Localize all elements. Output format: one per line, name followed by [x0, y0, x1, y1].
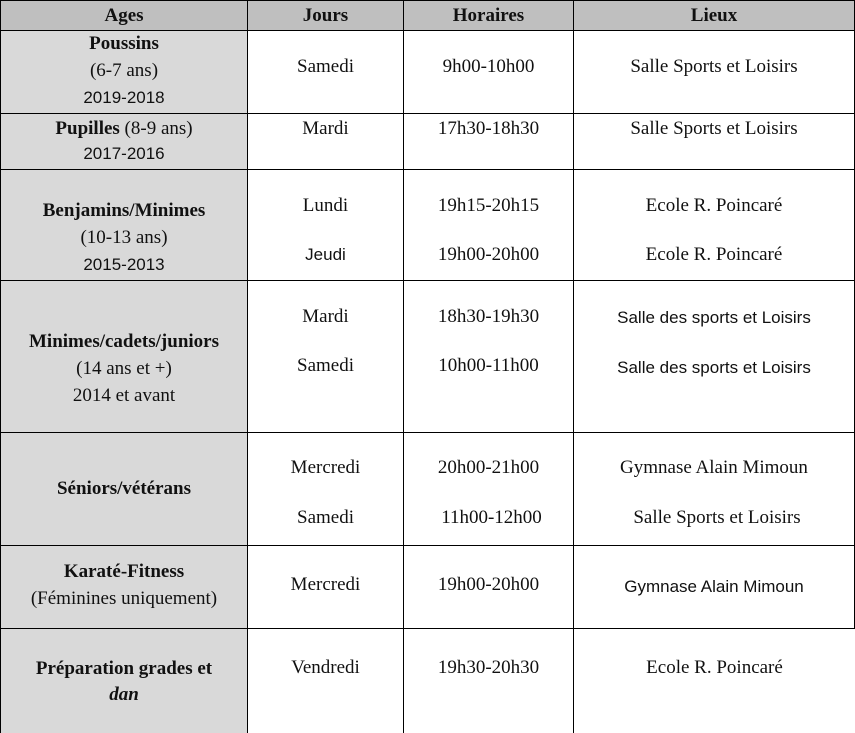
horaire: 20h00-21h00 — [437, 457, 540, 478]
lieu-cell — [574, 170, 855, 281]
horaire-cell — [404, 281, 574, 433]
jour: Mardi — [302, 306, 349, 327]
jour-cell — [248, 31, 404, 114]
jour-cell — [248, 114, 404, 170]
horaire: 10h00-11h00 — [438, 355, 539, 376]
age-title-line — [1, 118, 247, 140]
age-cell-pupilles — [0, 114, 248, 170]
horaire: 18h30-19h30 — [437, 306, 540, 327]
jour: Jeudi — [305, 245, 346, 264]
age-cell-karate-fitness — [0, 546, 248, 629]
jour: Samedi — [297, 355, 354, 376]
lieu-cell — [574, 31, 855, 114]
lieu: Ecole R. Poincaré — [645, 195, 783, 216]
jour: Mardi — [302, 118, 349, 139]
jour-cell — [248, 629, 404, 733]
lieu-cell — [574, 629, 855, 733]
horaire-cell — [404, 546, 574, 629]
birth-years: 2019-2018 — [83, 88, 165, 107]
age-cell-minimes-cadets-juniors — [0, 281, 248, 433]
header-lieux: Lieux — [574, 0, 855, 31]
jour: Samedi — [297, 56, 354, 77]
header-ages: Ages — [0, 0, 248, 31]
horaire-cell — [404, 433, 574, 546]
horaire-cell — [404, 114, 574, 170]
horaire: 19h00-20h00 — [437, 244, 540, 265]
jour: Lundi — [302, 195, 349, 216]
age-cell-seniors-veterans — [0, 433, 248, 546]
jour-cell — [248, 170, 404, 281]
lieu-cell — [574, 114, 855, 170]
lieu: Ecole R. Poincaré — [646, 657, 783, 678]
age-cell-benjamins-minimes — [0, 170, 248, 281]
lieu: Ecole R. Poincaré — [645, 244, 783, 265]
age-title: Karaté-Fitness — [63, 561, 185, 582]
horaire-cell — [404, 629, 574, 733]
lieu-cell — [574, 281, 855, 433]
horaire: 19h00-20h00 — [437, 574, 540, 595]
lieu: Salle Sports et Loisirs — [630, 118, 798, 139]
jour: Mercredi — [290, 574, 361, 595]
jour-cell — [248, 546, 404, 629]
age-range: (14 ans et +) — [76, 358, 172, 379]
horaire: 9h00-10h00 — [442, 56, 535, 77]
age-title: Poussins — [89, 33, 159, 54]
age-cell-poussins — [0, 31, 248, 114]
age-title: Minimes/cadets/juniors — [29, 331, 219, 352]
lieu: Gymnase Alain Mimoun — [624, 577, 804, 596]
lieu: Salle Sports et Loisirs — [633, 507, 801, 528]
jour: Samedi — [297, 507, 354, 528]
age-cell-preparation-grades — [0, 629, 248, 733]
header-jours: Jours — [248, 0, 404, 31]
horaire: 17h30-18h30 — [437, 118, 540, 139]
jour-cell — [248, 281, 404, 433]
jour: Vendredi — [291, 657, 360, 678]
horaire-cell — [404, 170, 574, 281]
age-title: Préparation grades et — [35, 658, 213, 679]
horaire: 11h00-12h00 — [441, 507, 542, 528]
horaire: 19h30-20h30 — [437, 657, 540, 678]
lieu-cell — [574, 546, 855, 629]
horaire-cell — [404, 31, 574, 114]
jour: Mercredi — [290, 457, 361, 478]
birth-years: 2015-2013 — [83, 255, 165, 274]
jour-cell — [248, 433, 404, 546]
lieu: Salle des sports et Loisirs — [617, 358, 811, 377]
age-title-dan: dan — [109, 684, 139, 705]
age-range: (8-9 ans) — [119, 118, 193, 139]
lieu-cell — [574, 433, 855, 546]
birth-years: 2014 et avant — [72, 385, 176, 406]
lieu: Gymnase Alain Mimoun — [620, 457, 808, 478]
age-title: Séniors/vétérans — [56, 478, 192, 499]
age-range: (6-7 ans) — [89, 60, 159, 81]
birth-years: 2017-2016 — [83, 144, 165, 163]
lieu: Salle des sports et Loisirs — [617, 308, 811, 327]
age-title: Benjamins/Minimes — [42, 200, 206, 221]
lieu: Salle Sports et Loisirs — [630, 56, 798, 77]
age-range: (10-13 ans) — [80, 227, 168, 248]
horaire: 19h15-20h15 — [437, 195, 540, 216]
age-title: Pupilles — [55, 118, 120, 139]
header-horaires: Horaires — [404, 0, 574, 31]
age-note: (Féminines uniquement) — [30, 588, 218, 609]
